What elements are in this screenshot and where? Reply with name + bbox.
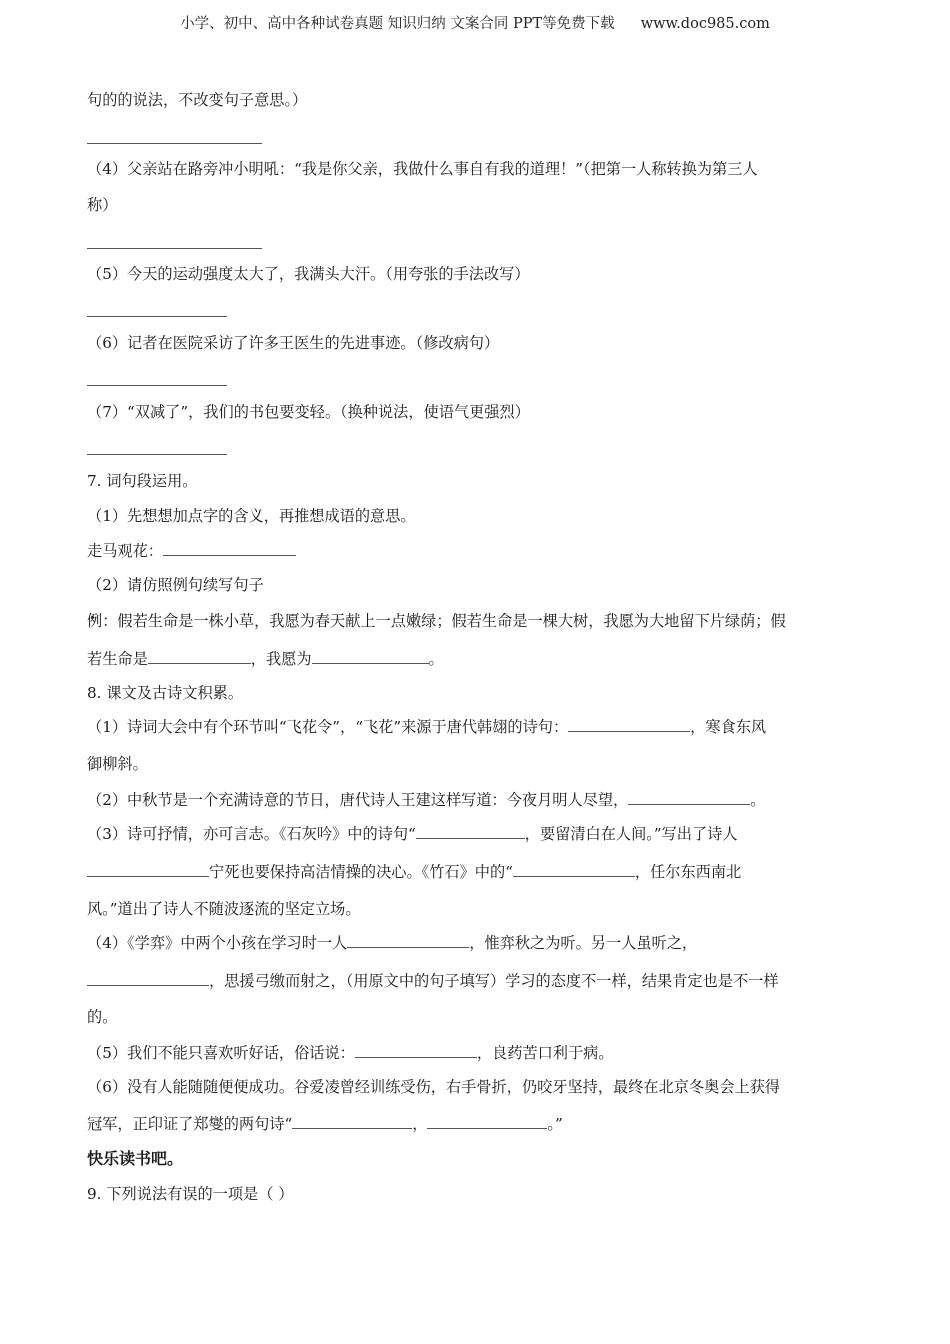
question-8-4: （4）《学弈》中两个小孩在学习时一人 ，惟弈秋之为听。另一人虽听之，	[87, 934, 698, 952]
blank[interactable]	[347, 933, 469, 948]
text-line: 称）	[87, 196, 118, 214]
blank[interactable]	[513, 862, 635, 877]
answer-line[interactable]	[87, 454, 227, 455]
text-line: 句的的说法，不改变句子意思。）	[87, 91, 308, 109]
section-7-title: 7. 词句段运用。	[87, 472, 198, 490]
blank[interactable]	[163, 541, 296, 556]
text-line: 冠军，正印证了郑燮的两句诗“ ， 。”	[87, 1115, 563, 1133]
text-line: 御柳斜。	[87, 755, 148, 773]
blank[interactable]	[568, 717, 690, 732]
answer-line[interactable]	[87, 143, 262, 144]
text-line: 的。	[87, 1008, 118, 1026]
blank[interactable]	[87, 862, 209, 877]
text-line: 风。”道出了诗人不随波逐流的坚定立场。	[87, 900, 361, 918]
blank[interactable]	[312, 649, 429, 664]
blank[interactable]	[148, 649, 251, 664]
question-8-3: （3）诗可抒情，亦可言志。《石灰吟》中的诗句“ ，要留清白在人间。”写出了诗人	[87, 825, 738, 843]
question-7-1: （1）先想想加点字的含义，再推想成语的意思。	[87, 507, 416, 525]
header-text: 小学、初中、高中各种试卷真题 知识归纳 文案合同 PPT等免费下载	[180, 16, 615, 32]
idiom-line: 走马观花：	[87, 541, 296, 561]
page-header	[0, 12, 950, 33]
question-8-5: （5）我们不能只喜欢听好话，俗话说： ，良药苦口利于病。	[87, 1044, 614, 1062]
question-9: 9. 下列说法有误的一项是（ ）	[87, 1185, 294, 1203]
question-8-1: （1）诗词大会中有个环节叫“飞花令”，“飞花”来源于唐代韩翃的诗句： ，寒食东风	[87, 718, 767, 736]
answer-line[interactable]	[87, 316, 227, 317]
text-line: 宁死也要保持高洁情操的决心。《竹石》中的“ ，任尔东西南北	[87, 862, 741, 882]
blank[interactable]	[416, 824, 525, 839]
blank[interactable]	[87, 971, 209, 986]
section-8-title: 8. 课文及古诗文积累。	[87, 684, 244, 702]
question-5: （5）今天的运动强度太大了，我满头大汗。（用夸张的手法改写）	[87, 265, 530, 283]
question-8-6: （6）没有人能随随便便成功。谷爱凌曾经训练受伤，右手骨折，仍咬牙坚持，最终在北京冬奥会上获得	[87, 1078, 781, 1096]
text-line: ，思援弓缴而射之，（用原文中的句子填写）学习的态度不一样，结果肯定也是不一样	[87, 971, 779, 991]
question-6: （6）记者在医院采访了许多王医生的先进事迹。（修改病句）	[87, 334, 500, 352]
question-7: （7）“双减了”，我们的书包要变轻。（换种说法，使语气更强烈）	[87, 403, 530, 421]
question-4: （4）父亲站在路旁冲小明吼：“我是你父亲，我做什么事自有我的道理！”（把第一人称转换为第三人	[87, 160, 758, 178]
blank[interactable]	[355, 1043, 477, 1058]
blank[interactable]	[292, 1114, 412, 1129]
answer-line[interactable]	[87, 385, 227, 386]
answer-line[interactable]	[87, 248, 262, 249]
blank[interactable]	[628, 790, 750, 805]
section-heading: 快乐读书吧。	[87, 1149, 184, 1168]
header-site: www.doc985.com	[640, 16, 770, 32]
blank[interactable]	[427, 1114, 547, 1129]
question-7-2: （2）请仿照例句续写句子	[87, 576, 264, 594]
example-line: 例：假若生命是一株小草，我愿为春天献上一点嫩绿；假若生命是一棵大树，我愿为大地留下片绿荫；假	[87, 612, 786, 630]
question-8-2: （2）中秋节是一个充满诗意的节日，唐代诗人王建这样写道：今夜月明人尽望， 。	[87, 791, 766, 809]
fill-line: 若生命是 ，我愿为 。	[87, 650, 444, 668]
